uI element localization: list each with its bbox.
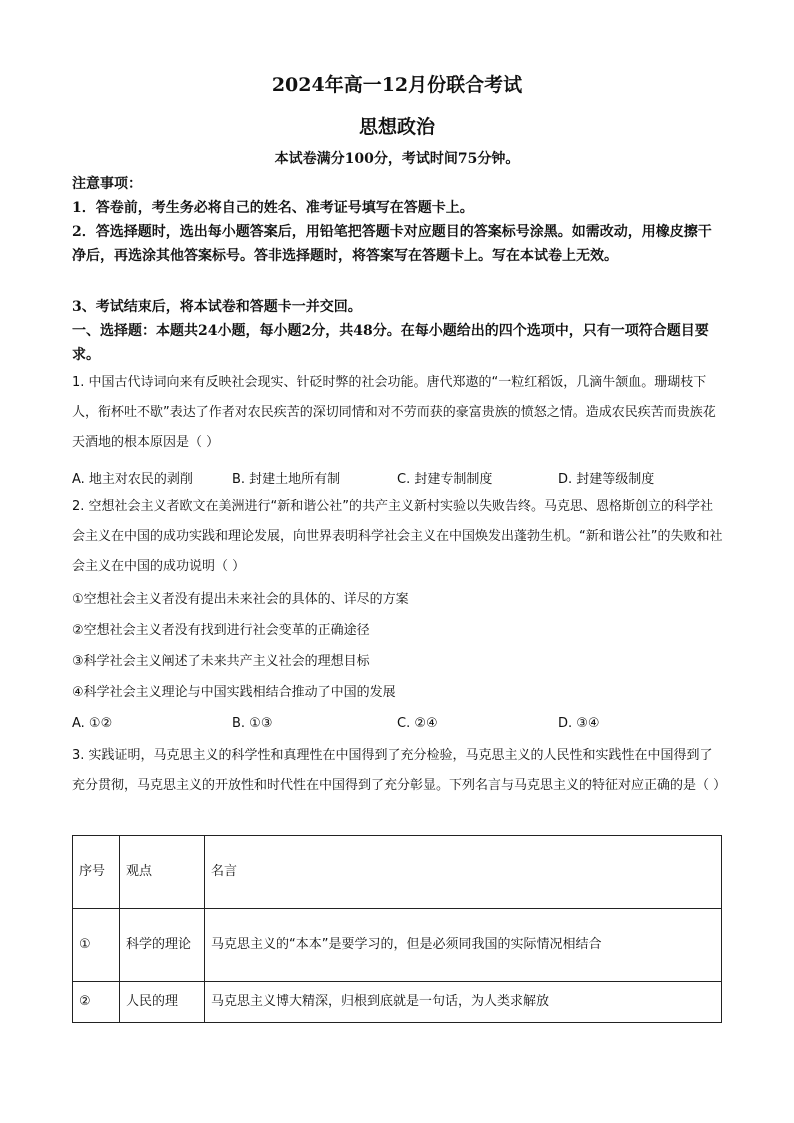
note-item-1: 1．答卷前，考生务必将自己的姓名、准考证号填写在答题卡上。 — [72, 200, 474, 216]
table-row — [73, 909, 722, 982]
table-header-row — [73, 836, 722, 909]
option-c: C. 封建专制制度 — [397, 472, 493, 487]
statement-4: ④科学社会主义理论与中国实践相结合推动了中国的发展 — [72, 685, 396, 700]
note-item-2: 2．答选择题时，选出每小题答案后，用铅笔把答题卡对应题目的答案标号涂黑。如需改动，用橡皮擦干净后，再选涂其他答案标号。答非选择题时，将答案写在答题卡上。写在本试卷上无效。 — [72, 224, 712, 264]
header-quote: 名言 — [205, 836, 722, 909]
notes-heading: 注意事项： — [72, 176, 142, 192]
option-a: A. ①② — [72, 716, 113, 731]
question-2-options — [72, 716, 724, 736]
statement-2: ②空想社会主义者没有找到进行社会变革的正确途径 — [72, 623, 370, 638]
statement-1: ①空想社会主义者没有提出未来社会的具体的、详尽的方案 — [72, 592, 409, 607]
row-index: ① — [73, 909, 120, 982]
option-a: A. 地主对农民的剥削 — [72, 472, 193, 487]
exam-info: 本试卷满分100分，考试时间75分钟。 — [274, 151, 520, 167]
row-viewpoint: 科学的理论 — [120, 909, 205, 982]
quote-table — [72, 835, 722, 1023]
row-quote: 马克思主义博大精深，归根到底就是一句话，为人类求解放 — [205, 982, 722, 1023]
row-viewpoint: 人民的理 — [120, 982, 205, 1023]
question-1-stem: 1. 中国古代诗词向来有反映社会现实、针砭时弊的社会功能。唐代郑遨的“一粒红稻饭，几滴牛颔血。珊瑚枝下人，衔杯吐不歇”表达了作者对农民疾苦的深切同情和对不劳而获的豪富贵族的愤怒之情。造成农民疾苦而贵族花天酒地的根本原因是（ ） — [72, 375, 716, 450]
statement-3: ③科学社会主义阐述了未来共产主义社会的理想目标 — [72, 654, 370, 669]
option-b: B. 封建土地所有制 — [232, 472, 341, 487]
option-b: B. ①③ — [232, 716, 273, 731]
section-heading: 一、选择题：本题共24小题，每小题2分，共48分。在每小题给出的四个选项中，只有一项符合题目要求。 — [72, 323, 709, 363]
option-d: D. ③④ — [558, 716, 600, 731]
header-index: 序号 — [73, 836, 120, 909]
row-quote: 马克思主义的“本本”是要学习的，但是必须同我国的实际情况相结合 — [205, 909, 722, 982]
subject-title: 思想政治 — [358, 116, 435, 138]
exam-title: 2024年高一12月份联合考试 — [271, 74, 523, 96]
note-item-3: 3、考试结束后，将本试卷和答题卡一并交回。 — [72, 299, 362, 315]
header-viewpoint: 观点 — [120, 836, 205, 909]
question-1-options — [72, 468, 724, 488]
table-row — [73, 982, 722, 1023]
question-3-stem: 3. 实践证明，马克思主义的科学性和真理性在中国得到了充分检验，马克思主义的人民性和实践性在中国得到了充分贯彻，马克思主义的开放性和时代性在中国得到了充分彰显。下列名言与马克思主义的特征对应正确的是（ ） — [72, 748, 727, 793]
option-d: D. 封建等级制度 — [558, 472, 655, 487]
question-2-stem: 2. 空想社会主义者欧文在美洲进行“新和谐公社”的共产主义新村实验以失败告终。马克思、恩格斯创立的科学社会主义在中国的成功实践和理论发展，向世界表明科学社会主义在中国焕发出蓬勃生机。“新和谐公社”的失败和社会主义在中国的成功说明（ ） — [72, 499, 723, 574]
option-c: C. ②④ — [397, 716, 438, 731]
row-index: ② — [73, 982, 120, 1023]
